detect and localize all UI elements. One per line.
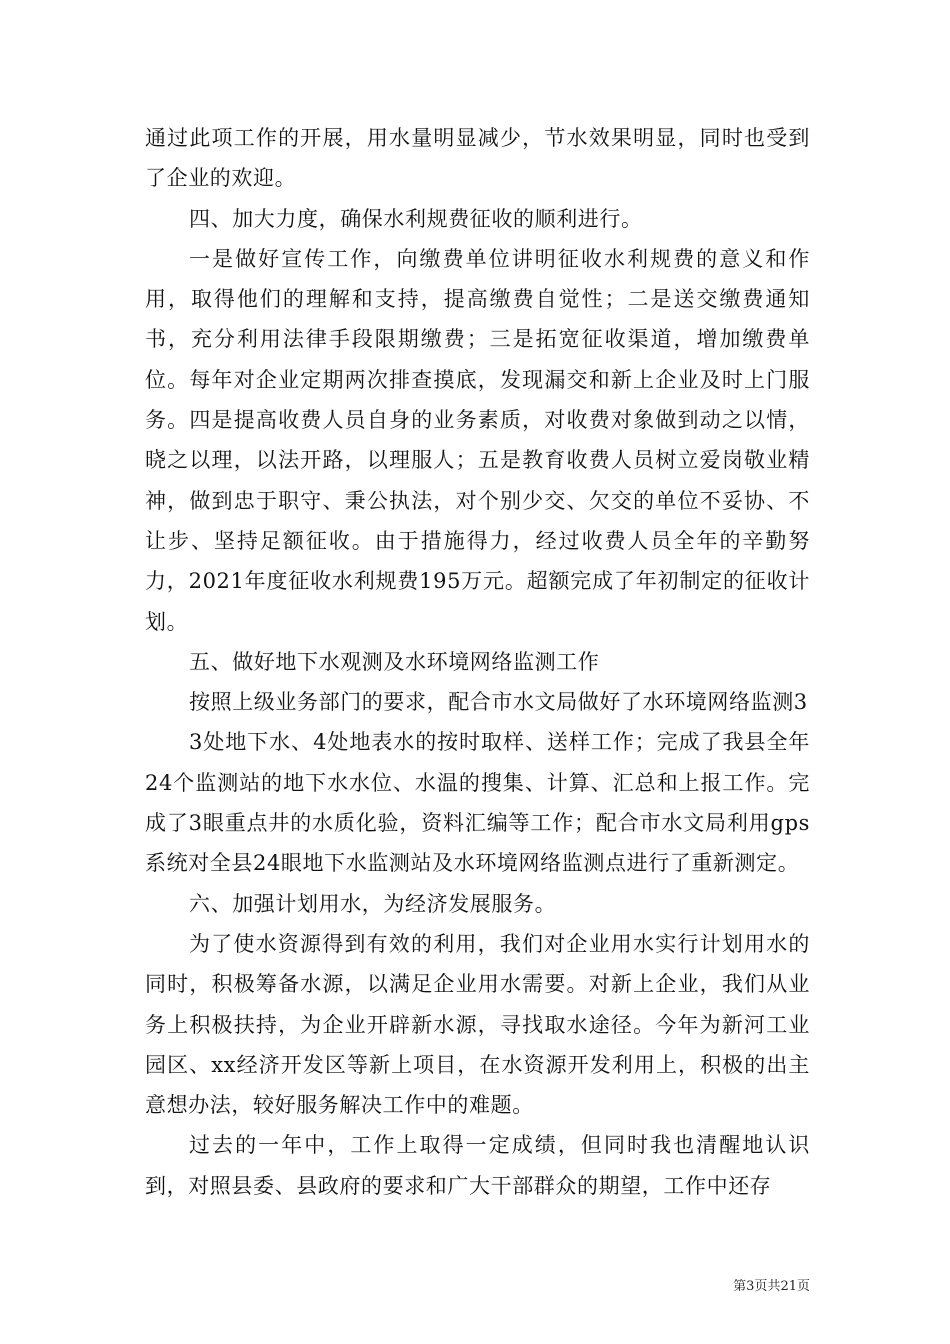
paragraph-review: 过去的一年中，工作上取得一定成绩，但同时我也清醒地认识到，对照县委、县政府的要求和广大干部群众的期望，工作中还存 <box>145 1133 810 1198</box>
document-body <box>145 118 810 1206</box>
paragraph-planned-water-use: 为了使水资源得到有效的利用，我们对企业用水实行计划用水的同时，积极筹备水源，以满足企业用水需要。对新上企业，我们从业务上积极扶持，为企业开辟新水源，寻找取水途径。今年为新河工业园区、xx经济开发区等新上项目，在水资源开发利用上，积极的出主意想办法，较好服务解决工作中的难题。 <box>145 931 810 1118</box>
section-heading-5: 五、做好地下水观测及水环境网络监测工作 <box>189 649 600 674</box>
section-heading-4: 四、加大力度，确保水利规费征收的顺利进行。 <box>189 206 643 231</box>
paragraph-continuation: 通过此项工作的开展，用水量明显减少，节水效果明显，同时也受到了企业的欢迎。 <box>145 126 810 191</box>
paragraph-fee-collection: 一是做好宣传工作，向缴费单位讲明征收水利规费的意义和作用，取得他们的理解和支持，提高缴费自觉性；二是送交缴费通知书，充分利用法律手段限期缴费；三是拓宽征收渠道，增加缴费单位。每年对企业定期两次排查摸底，发现漏交和新上企业及时上门服务。四是提高收费人员自身的业务素质，对收费对象做到动之以情，晓之以理，以法开路，以理服人；五是教育收费人员树立爱岗敬业精神，做到忠于职守、秉公执法，对个别少交、欠交的单位不妥协、不让步、坚持足额征收。由于措施得力，经过收费人员全年的辛勤努力，2021年度征收水利规费195万元。超额完成了年初制定的征收计划。 <box>145 246 810 634</box>
paragraph-monitoring-details: 3处地下水、4处地表水的按时取样、送样工作；完成了我县全年24个监测站的地下水水位、水温的搜集、计算、汇总和上报工作。完成了3眼重点井的水质化验，资料汇编等工作；配合市水文局利用gps系统对全县24眼地下水监测站及水环境网络监测点进行了重新测定。 <box>145 730 810 876</box>
section-heading-6: 六、加强计划用水，为经济发展服务。 <box>189 891 557 916</box>
page-number-footer: 第3页共21页 <box>733 1279 810 1294</box>
paragraph-monitoring-intro: 按照上级业务部门的要求，配合市水文局做好了水环境网络监测3 <box>189 690 808 715</box>
